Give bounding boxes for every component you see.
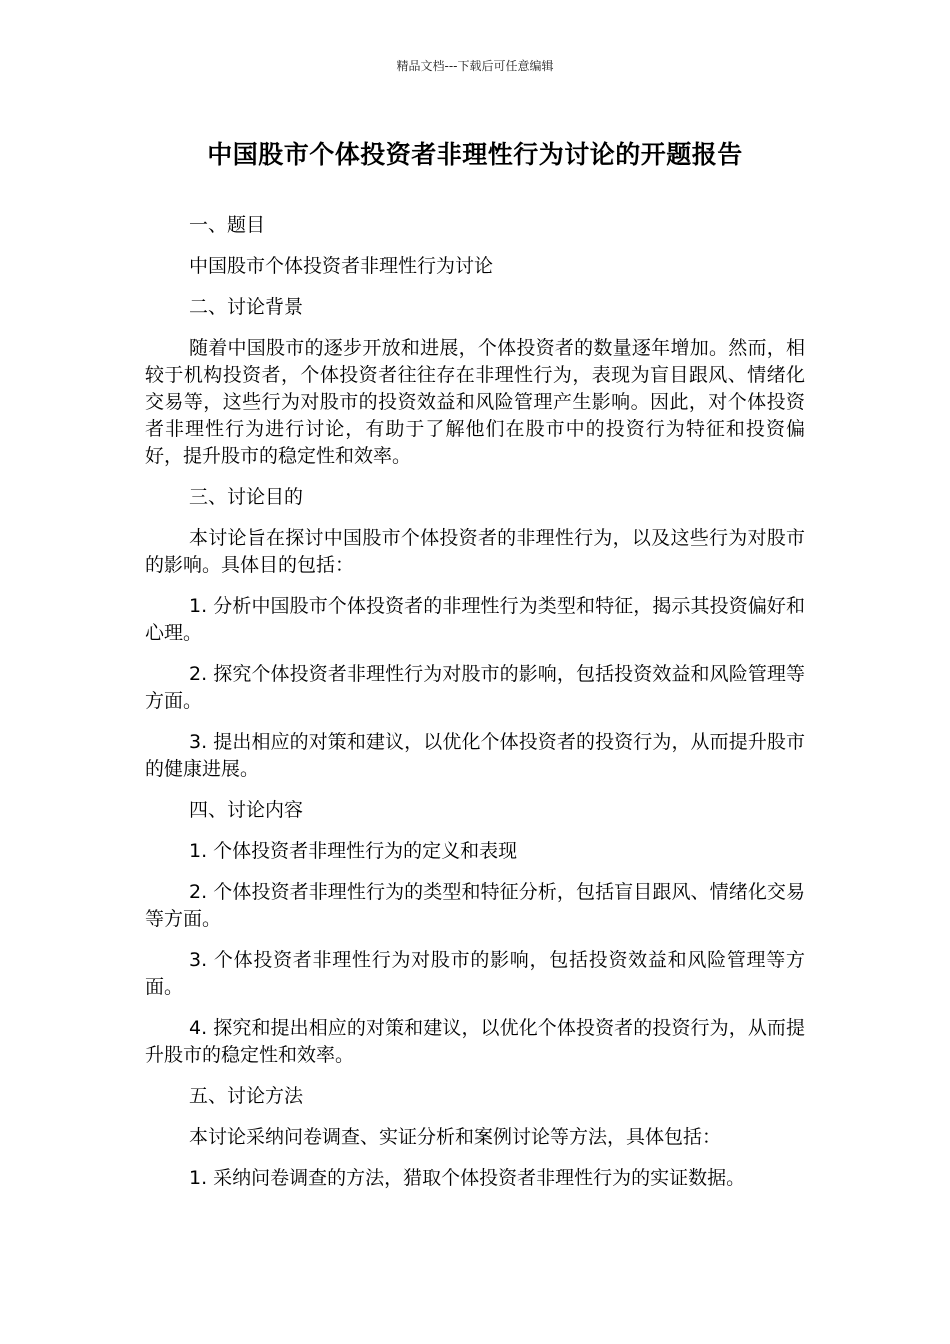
paragraph-method-intro: 本讨论采纳问卷调查、实证分析和案例讨论等方法，具体包括： xyxy=(189,1126,722,1148)
header-note: 精品文档---下载后可任意编辑 xyxy=(396,59,554,73)
section-heading-background: 二、讨论背景 xyxy=(189,296,304,318)
list-item-content-1: 1. 个体投资者非理性行为的定义和表现 xyxy=(189,840,518,862)
document-body xyxy=(145,212,805,1206)
paragraph-background: 随着中国股市的逐步开放和进展，个体投资者的数量逐年增加。然而，相较于机构投资者，个体投资者往往存在非理性行为，表现为盲目跟风、情绪化交易等，这些行为对股市的投资效益和风险管理产生影响。因此，对个体投资者非理性行为进行讨论，有助于了解他们在股市中的投资行为特征和投资偏好，提升股市的稳定性和效率。 xyxy=(145,337,805,467)
section-heading-content: 四、讨论内容 xyxy=(189,799,304,821)
paragraph-topic-text: 中国股市个体投资者非理性行为讨论 xyxy=(189,255,494,277)
section-heading-topic: 一、题目 xyxy=(189,214,266,236)
list-item-content-4: 4. 探究和提出相应的对策和建议，以优化个体投资者的投资行为，从而提升股市的稳定性和效率。 xyxy=(145,1017,805,1066)
list-item-content-2: 2. 个体投资者非理性行为的类型和特征分析，包括盲目跟风、情绪化交易等方面。 xyxy=(145,881,805,930)
document-title: 中国股市个体投资者非理性行为讨论的开题报告 xyxy=(207,140,743,169)
list-item-purpose-2: 2. 探究个体投资者非理性行为对股市的影响，包括投资效益和风险管理等方面。 xyxy=(145,663,805,712)
list-item-content-3: 3. 个体投资者非理性行为对股市的影响，包括投资效益和风险管理等方面。 xyxy=(145,949,805,998)
list-item-purpose-1: 1. 分析中国股市个体投资者的非理性行为类型和特征，揭示其投资偏好和心理。 xyxy=(145,595,805,644)
section-heading-purpose: 三、讨论目的 xyxy=(189,486,304,508)
paragraph-purpose-intro: 本讨论旨在探讨中国股市个体投资者的非理性行为，以及这些行为对股市的影响。具体目的包括： xyxy=(145,527,805,576)
section-heading-method: 五、讨论方法 xyxy=(189,1085,304,1107)
list-item-purpose-3: 3. 提出相应的对策和建议，以优化个体投资者的投资行为，从而提升股市的健康进展。 xyxy=(145,731,805,780)
list-item-method-1: 1. 采纳问卷调查的方法，猎取个体投资者非理性行为的实证数据。 xyxy=(189,1167,746,1189)
